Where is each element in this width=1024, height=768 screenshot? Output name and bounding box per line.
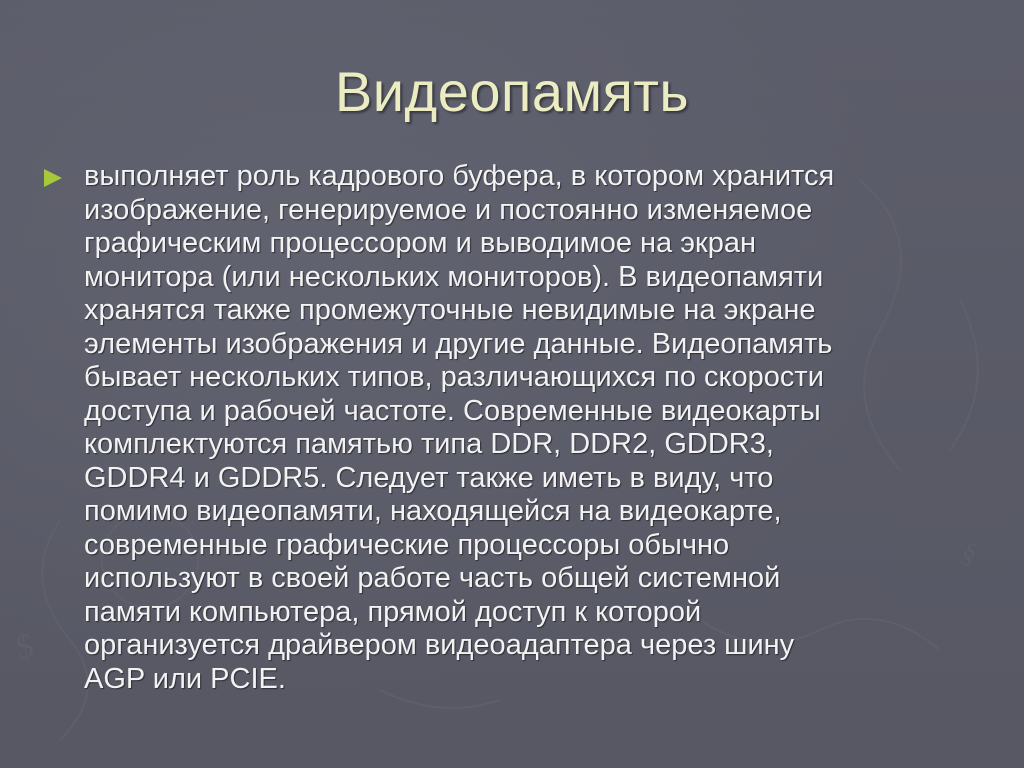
svg-text:$: $ (10, 626, 39, 668)
triangle-bullet-icon (42, 167, 64, 189)
svg-text:§: § (958, 536, 980, 571)
bullet-item (42, 160, 982, 696)
slide-title: Видеопамять (334, 60, 690, 123)
bullet-text: выполняет роль кадрового буфера, в котором хранится изображение, генерируемое и постоянно изменяемое графическим процессором и выводимое на экран монитора (или нескольких мониторов). В видеопамяти хранятся также промежуточные невидимые на экране элементы изображения и другие данные. Видеопамять бывает нескольких типов, различающихся по скорости доступа и рабочей частоте. Современные видеокарты комплектуются памятью типа DDR, DDR2, GDDR3, GDDR4 и GDDR5. Следует также иметь в виду, что помимо видеопамяти, находящейся на видеокарте, современные графические процессоры обычно используют в своей работе часть общей системной памяти компьютера, прямой доступ к которой организуется драйвером видеоадаптера через шину AGP или PCIE. (84, 160, 835, 695)
